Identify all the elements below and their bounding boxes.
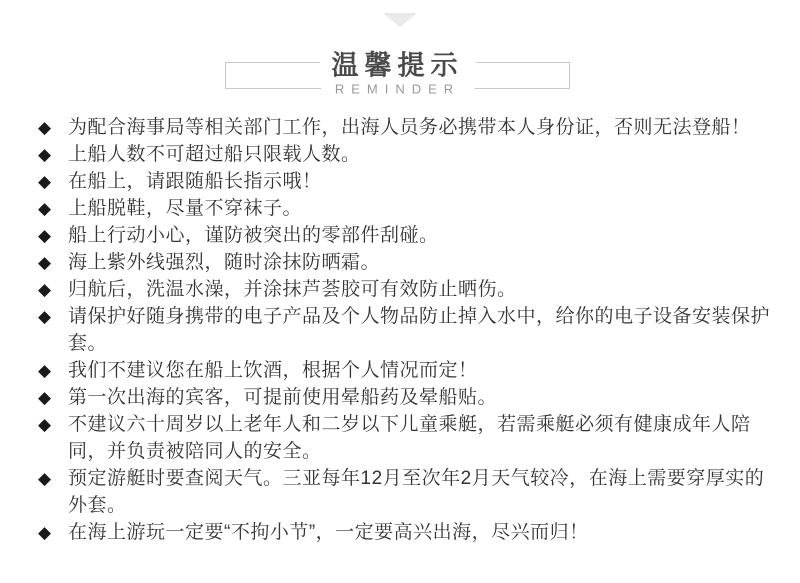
page-title: 温馨提示 [320, 44, 476, 83]
notice-item [38, 357, 772, 384]
diamond-bullet-icon: ◆ [38, 172, 52, 191]
diamond-bullet-icon: ◆ [38, 361, 52, 380]
notice-text: 归航后，洗温水澡，并涂抹芦荟胶可有效防止晒伤。 [68, 279, 517, 300]
notice-item [38, 276, 772, 303]
diamond-bullet-icon: ◆ [38, 253, 52, 272]
diamond-bullet-icon: ◆ [38, 145, 52, 164]
notice-text: 船上行动小心，谨防被突出的零部件刮碰。 [68, 225, 439, 246]
notice-text: 在海上游玩一定要“不拘小节”，一定要高兴出海，尽兴而归！ [68, 522, 589, 543]
chevron-down-icon [383, 13, 417, 27]
notice-text: 在船上，请跟随船长指示哦！ [68, 171, 322, 192]
notice-item [38, 222, 772, 249]
diamond-bullet-icon: ◆ [38, 280, 52, 299]
notice-item [38, 195, 772, 222]
notice-item [38, 249, 772, 276]
diamond-bullet-icon: ◆ [38, 523, 52, 542]
notice-text: 不建议六十周岁以上老年人和二岁以下儿童乘艇，若需乘艇必须有健康成年人陪同，并负责被陪同人的安全。 [68, 414, 751, 462]
notice-text: 预定游艇时要查阅天气。三亚每年12月至次年2月天气较冷，在海上需要穿厚实的外套。 [68, 468, 765, 516]
diamond-bullet-icon: ◆ [38, 388, 52, 407]
notice-item [38, 411, 772, 465]
notice-text: 请保护好随身携带的电子产品及个人物品防止掉入水中，给你的电子设备安装保护套。 [68, 306, 771, 354]
notice-text: 海上紫外线强烈，随时涂抹防晒霜。 [68, 252, 381, 273]
title-frame [225, 50, 570, 97]
notice-text: 上船脱鞋，尽量不穿袜子。 [68, 198, 303, 219]
notice-text: 上船人数不可超过船只限载人数。 [68, 144, 361, 165]
notice-item [38, 519, 772, 546]
diamond-bullet-icon: ◆ [38, 199, 52, 218]
diamond-bullet-icon: ◆ [38, 469, 52, 488]
notice-text: 第一次出海的宾客，可提前使用晕船药及晕船贴。 [68, 387, 498, 408]
notice-item [38, 141, 772, 168]
diamond-bullet-icon: ◆ [38, 118, 52, 137]
diamond-bullet-icon: ◆ [38, 415, 52, 434]
diamond-bullet-icon: ◆ [38, 226, 52, 245]
notice-item [38, 168, 772, 195]
notice-text: 为配合海事局等相关部门工作，出海人员务必携带本人身份证，否则无法登船！ [68, 117, 751, 138]
notice-item [38, 303, 772, 357]
notice-item [38, 384, 772, 411]
notice-text: 我们不建议您在船上饮酒，根据个人情况而定！ [68, 360, 478, 381]
notice-list [38, 114, 772, 546]
notice-item [38, 114, 772, 141]
notice-item [38, 465, 772, 519]
page-subtitle: REMINDER [321, 82, 474, 97]
diamond-bullet-icon: ◆ [38, 307, 52, 326]
